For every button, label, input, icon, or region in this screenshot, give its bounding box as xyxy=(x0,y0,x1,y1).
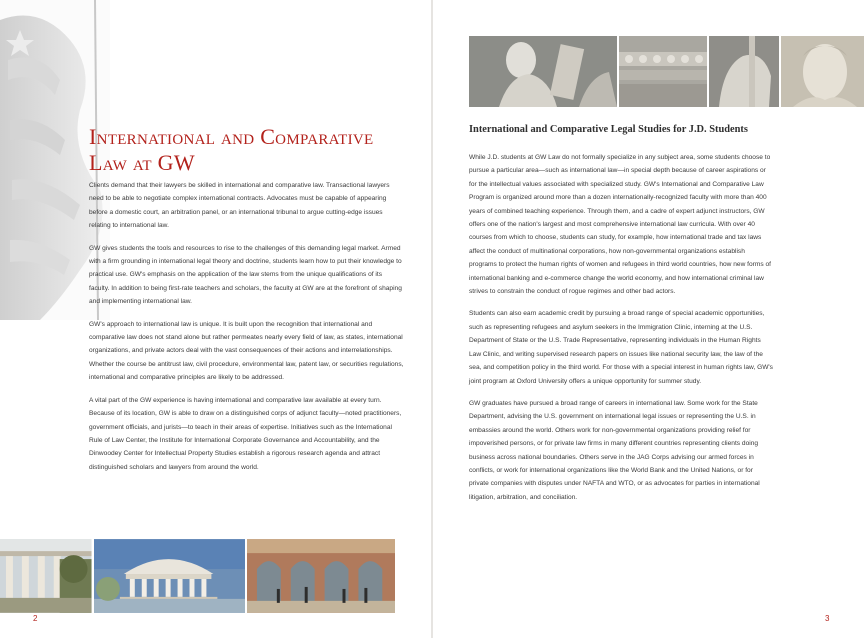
hands-sculpture-photo xyxy=(709,36,779,107)
right-body xyxy=(469,151,774,513)
left-paragraph: GW's approach to international law is unique. It is built upon the recognition that international and comparative law does not stand alone but rather permeates nearly every field of law, as states, international organizations, and private actors deal with the vast consequences of their actions and interrelationships. Whether the course be antitrust law, civil procedure, environmental law, patent law, or securities regulations, international and comparative principles are likely to be addressed. xyxy=(89,320,404,382)
face-sculpture-photo xyxy=(781,36,864,107)
left-page xyxy=(0,0,431,638)
page-title: International and Comparative Law at GW xyxy=(89,124,374,175)
section-subheading: International and Comparative Legal Studies for J.D. Students xyxy=(469,124,748,135)
top-photo-strip xyxy=(469,36,864,107)
left-paragraph: A vital part of the GW experience is having international and comparative law available at every turn. Because of its location, GW is able to draw on a distinguished corps of adjunct faculty—noted practitioners, government officials, and jurists—to teach in their areas of expertise. Initiatives such as the International Rule of Law Center, the Institute for International Corporate Governance and Accountability, and the Dinwoodey Center for Intellectual Property Studies establish a rigorous research agenda and attract distinguished scholars and lawyers from around the world. xyxy=(89,396,402,471)
right-paragraph: GW graduates have pursued a broad range of careers in international law. Some work for the State Department, advising the U.S. government on international legal issues or representing the U.S. in embassies around the world. Others work for non-governmental organizations providing relief for impoverished persons, or for private law firms in many different countries representing clients doing business across national boundaries. Others serve in the JAG Corps advising our armed forces in conflicts, or work for international organizations like the World Bank and the United Nations, or for private companies with disputes under NAFTA and WTO, or as advocates for parties in international litigation, arbitration, and conciliation. xyxy=(469,399,760,501)
bottom-photo-strip xyxy=(0,539,395,613)
left-paragraph: GW gives students the tools and resources to rise to the challenges of this demanding legal market. Armed with a firm grounding in international legal theory and doctrine, students learn how to put their knowledge to practical use. GW's emphasis on the application of the law stems from the unique qualifications of its faculty. In addition to being first-rate teachers and scholars, the faculty at GW are at the forefront of shaping and implementing international law. xyxy=(89,244,402,306)
right-page xyxy=(433,0,864,638)
left-paragraph: Clients demand that their lawyers be skilled in international and comparative law. Transactional lawyers need to be able to negotiate complex international contracts. Advocates must be capable of appearing before a domestic court, an arbitration panel, or an international tribunal to argue cutting-edge issues relating to international law. xyxy=(89,182,390,230)
page-number: 2 xyxy=(33,614,38,623)
arcade-photo xyxy=(247,539,395,613)
frieze-photo xyxy=(619,36,707,107)
colonnade-photo xyxy=(0,539,92,613)
right-paragraph: Students can also earn academic credit by pursuing a broad range of special academic opportunities, such as representing refugees and asylum seekers in the Immigration Clinic, interning at the U.S. Department of State or the U.S. Trade Representative, representing individuals in the Human Rights Law Clinic, and writing supervised research papers on issues like national security law, the law of the sea, and competition policy in the third world. For those with a special interest in human rights law, GW's joint program at Oxford University offers a unique opportunity for summer study. xyxy=(469,310,773,385)
right-paragraph: While J.D. students at GW Law do not formally specialize in any subject area, some students choose to pursue a particular area—such as international law—in special depth because of career aspirations or for the intellectual values associated with specialized study. GW's International and Comparative Law Program is organized around more than a dozen internationally-recognized faculty with more than 400 years of combined teaching experience. Through them, and a cadre of expert adjunct instructors, GW offers one of the nation's largest and most comprehensive international law curricula. With over 40 courses from which to choose, students can study, for example, how international trade and tax laws affect the conduct of multinational corporations, how non-governmental organizations establish programs to protect the human rights of women and refugees in third world countries, how new forms of international banking and e-commerce change the world economy, and how international criminal law strives to constrain the conduct of rogue regimes and other bad actors. xyxy=(469,154,771,296)
page-number: 3 xyxy=(825,614,830,623)
statue-photo xyxy=(469,36,617,107)
left-body xyxy=(89,179,404,483)
memorial-photo xyxy=(94,539,245,613)
